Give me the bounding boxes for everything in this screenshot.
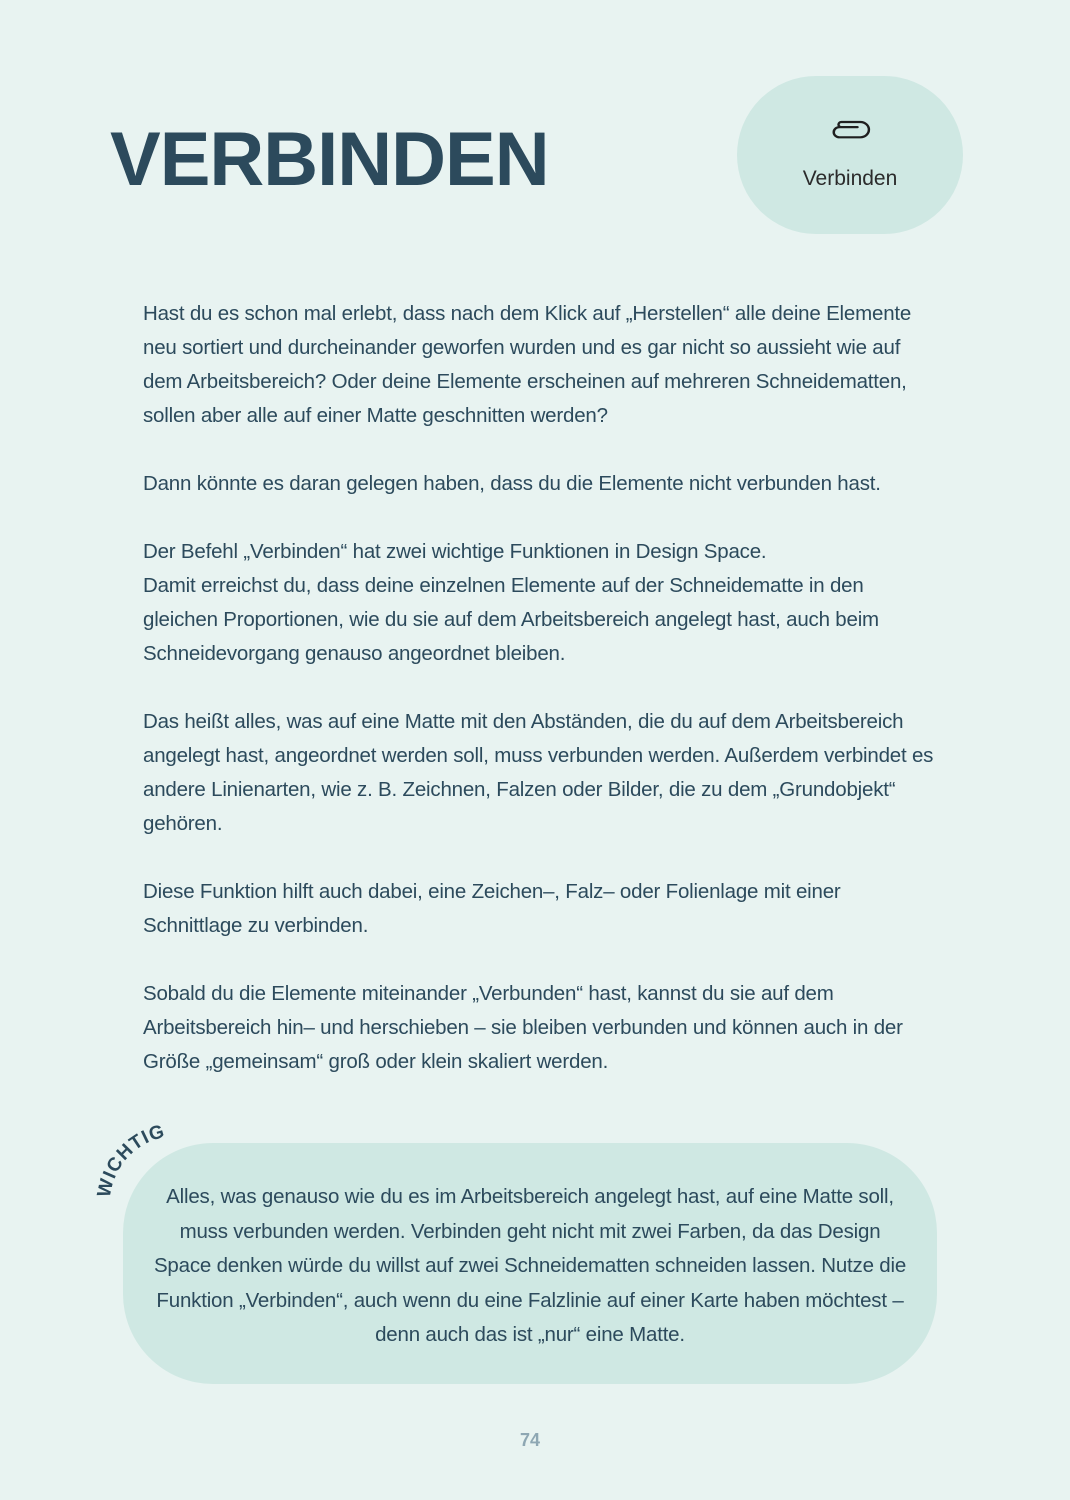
paragraph-layers: Diese Funktion hilft auch dabei, eine Zeichen–, Falz– oder Folienlage mit einer Schnittlage zu verbinden. (143, 880, 841, 937)
body-text (143, 297, 943, 1113)
paragraph-moving: Sobald du die Elemente miteinander „Verbunden“ hast, kannst du sie auf dem Arbeitsbereich hin– und herschieben – sie bleiben verbunden und können auch in der Größe „gemeinsam“ groß oder klein skaliert werden. (143, 982, 903, 1073)
function-badge (737, 76, 963, 234)
callout-text: Alles, was genauso wie du es im Arbeitsbereich angelegt hast, auf eine Matte soll, muss verbunden werden. Verbinden geht nicht mit zwei Farben, da das Design Space denken würde du willst auf zwei Schneidematten schneiden lassen. Nutze die Funktion „Verbinden“, auch wenn du eine Falzlinie auf einer Karte haben möchtest – denn auch das ist „nur“ eine Matte. (153, 1185, 907, 1346)
paragraph-functions-detail: Damit erreichst du, dass deine einzelnen Elemente auf der Schneidematte in den gleichen Proportionen, wie du sie auf dem Arbeitsbereich angelegt hast, auch beim Schneidevorgang genauso angeordnet bleiben. (143, 574, 879, 665)
important-label-text: WICHTIG (93, 1120, 168, 1200)
paragraph-reason: Dann könnte es daran gelegen haben, dass du die Elemente nicht verbunden hast. (143, 472, 881, 495)
paragraph-functions (143, 535, 943, 671)
callout-box (123, 1143, 937, 1384)
page-title: VERBINDEN (110, 117, 549, 202)
paperclip-icon (828, 120, 872, 144)
page-number: 74 (519, 1430, 541, 1450)
badge-label: Verbinden (802, 167, 898, 190)
paragraph-intro: Hast du es schon mal erlebt, dass nach dem Klick auf „Herstellen“ alle deine Elemente neu sortiert und durcheinander geworfen wurden und es gar nicht so aussieht wie auf dem Arbeitsbereich? Oder deine Elemente erscheinen auf mehreren Schneidematten, sollen aber alle auf einer Matte geschnitten werden? (143, 302, 912, 427)
paragraph-meaning: Das heißt alles, was auf eine Matte mit den Abständen, die du auf dem Arbeitsbereich angelegt hast, angeordnet werden soll, muss verbunden werden. Außerdem verbindet es andere Linienarten, wie z. B. Zeichnen, Falzen oder Bilder, die zu dem „Grundobjekt“ gehören. (143, 710, 934, 835)
paragraph-functions-lead: Der Befehl „Verbinden“ hat zwei wichtige Funktionen in Design Space. (143, 540, 767, 563)
